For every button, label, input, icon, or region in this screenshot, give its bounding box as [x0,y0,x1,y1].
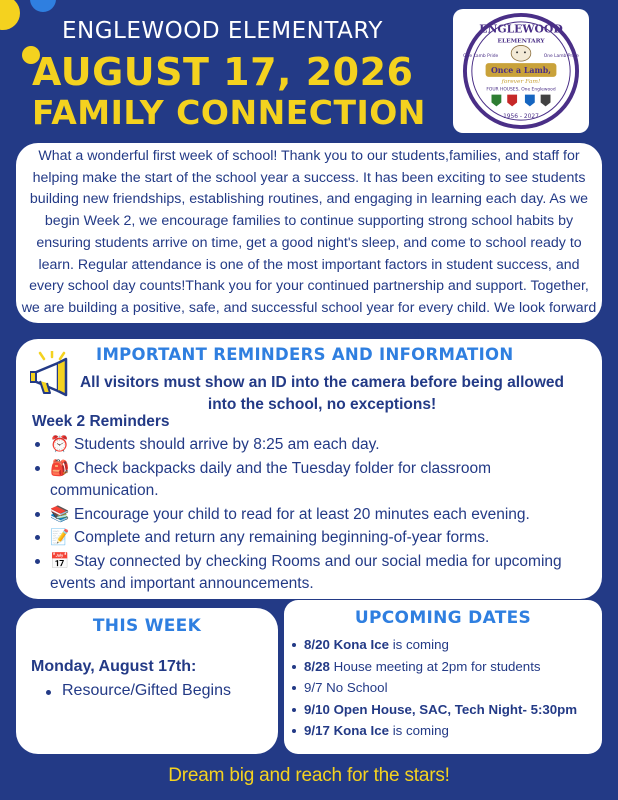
reminders-list [32,433,592,596]
svg-text:FOUR HOUSES, One Englewood: FOUR HOUSES, One Englewood [486,87,556,93]
upcoming-dates-list [290,634,577,742]
svg-text:One Lamb Pride: One Lamb Pride [543,54,579,60]
list-item: 9/17 Kona Ice is coming [290,720,577,742]
svg-text:One Lamb Pride: One Lamb Pride [463,54,499,60]
school-seal-icon [462,12,580,130]
school-name: ENGLEWOOD ELEMENTARY [62,18,383,44]
footer-slogan: Dream big and reach for the stars! [168,765,450,786]
intro-card [16,143,602,338]
books-icon: 📚 [50,504,70,523]
svg-text:ELEMENTARY: ELEMENTARY [497,37,545,45]
list-item: 9/10 Open House, SAC, Tech Night- 5:30pm [290,699,577,721]
visitor-id-notice: All visitors must show an ID into the camera before being allowed into the school, no exceptions! [79,374,565,413]
week2-reminders-title: Week 2 Reminders [32,413,170,430]
newsletter-title: FAMILY CONNECTION [32,93,426,132]
list-item: 8/20 Kona Ice is coming [290,634,577,656]
list-item: Resource/Gifted Begins [46,682,231,700]
list-item: 9/7 No School [290,677,577,699]
upcoming-dates-card [284,600,602,754]
newsletter-date: AUGUST 17, 2026 [32,50,414,94]
reminders-card [16,339,602,599]
svg-text:1956 - 2027: 1956 - 2027 [503,114,539,121]
svg-text:Once a Lamb,: Once a Lamb, [490,65,552,75]
intro-message: What a wonderful first week of school! Thank you to our students,families, and staff for helping make the start of the school year a success. It has been exciting to see students building new friendships, establishing routines, and engaging in learning each day. As we begin Week 2, we encourage families to continue supporting strong school habits by ensuring students arrive on time, get a good night's sleep, and come to school ready to learn. Regular attendance is one of the most important factors in student success, and every school day counts!Thank you for your continued partnership and support. Together, we are building a positive, safe, and successful school year for every child. We look forward to another fantastic week of learning! [21,148,597,338]
alarm-clock-icon: ⏰ [50,435,70,453]
backpack-icon: 🎒 [50,458,70,477]
calendar-icon: 📅 [50,551,70,570]
decor-dot-blue [30,0,56,12]
school-logo [453,9,589,133]
list-item: ⏰ Students should arrive by 8:25 am each day. [32,433,592,457]
this-week-day: Monday, August 17th: [31,658,197,675]
memo-icon: 📝 [50,528,70,546]
this-week-card [16,608,278,754]
list-item: 🎒 Check backpacks daily and the Tuesday folder for classroom communication. [32,457,592,503]
list-item: 📚 Encourage your child to read for at least 20 minutes each evening. [32,503,592,527]
this-week-heading: THIS WEEK [92,616,202,636]
upcoming-dates-heading: UPCOMING DATES [354,608,532,628]
list-item: 📝 Complete and return any remaining beginning-of-year forms. [32,526,592,550]
list-item: 8/28 House meeting at 2pm for students [290,656,577,678]
decor-dot-yellow [0,0,20,30]
svg-text:forever Fam!: forever Fam! [501,78,541,85]
list-item: 📅 Stay connected by checking Rooms and our social media for upcoming events and important announcements. [32,550,592,596]
svg-text:ENGLEWOOD: ENGLEWOOD [479,22,563,36]
reminders-heading: IMPORTANT REMINDERS AND INFORMATION [96,345,514,364]
